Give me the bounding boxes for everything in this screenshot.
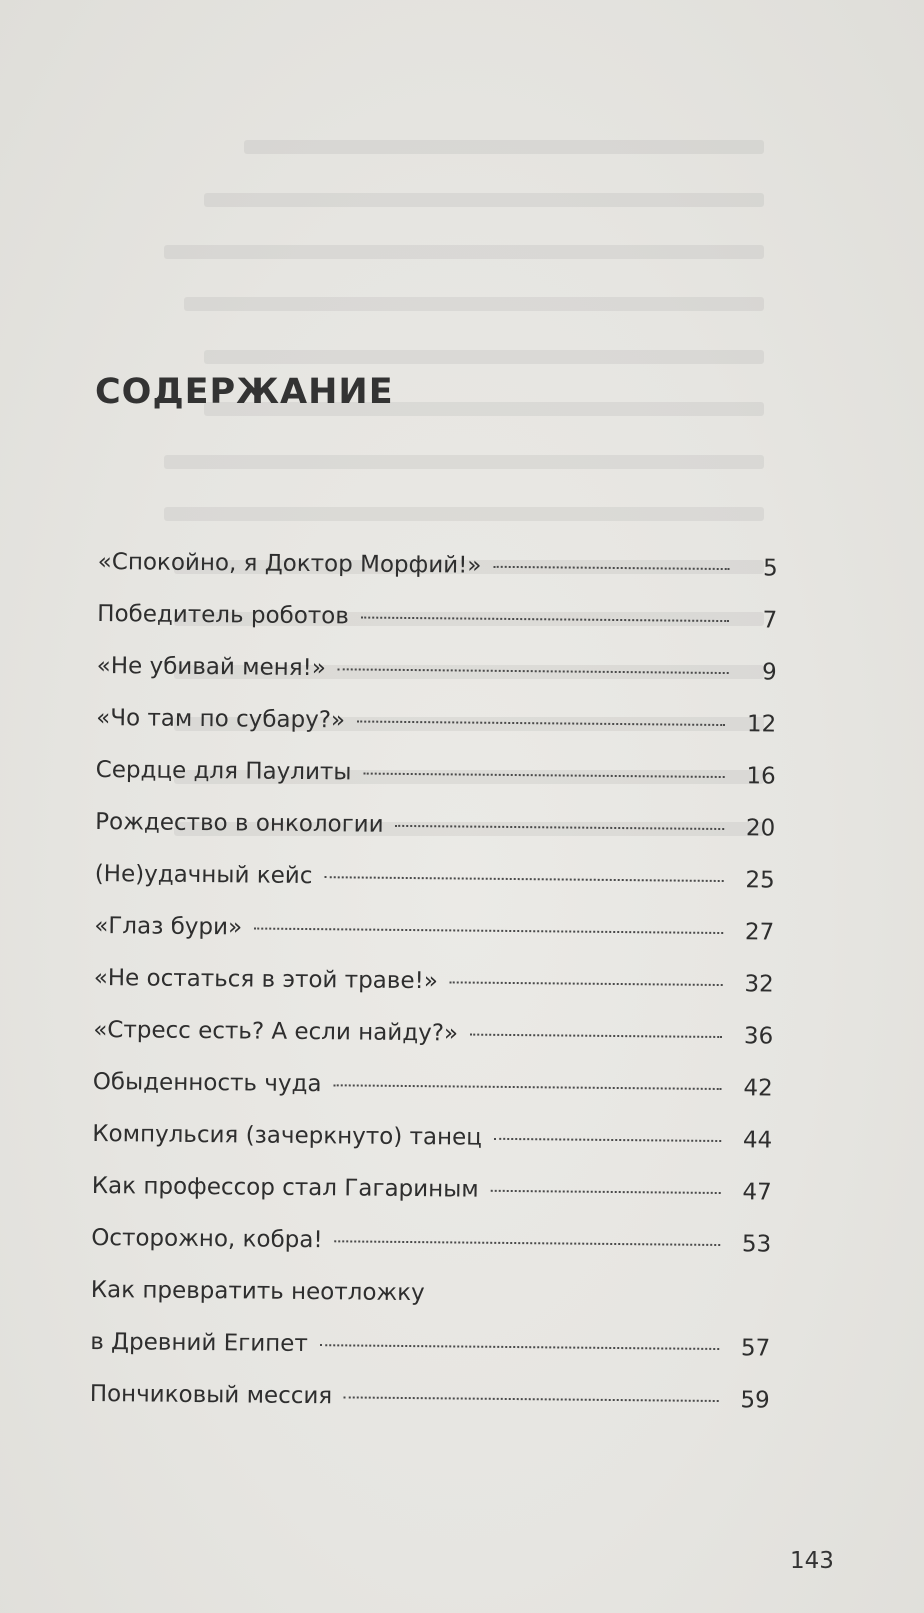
- toc-entry-page: 42: [743, 1075, 773, 1102]
- page-title: СОДЕРЖАНИЕ: [95, 372, 394, 412]
- toc-entry-title: Сердце для Паулиты: [95, 756, 352, 786]
- toc-entry-page: 25: [745, 867, 775, 894]
- table-of-contents: [90, 536, 778, 1426]
- toc-entry[interactable]: [96, 744, 776, 803]
- toc-dot-leader: [494, 1138, 721, 1142]
- toc-dot-leader: [493, 566, 729, 570]
- toc-entry[interactable]: [95, 848, 775, 907]
- toc-entry-title: «Не убивай меня!»: [96, 652, 327, 682]
- toc-entry-page: 53: [741, 1231, 772, 1258]
- toc-entry-title: Рождество в онкологии: [95, 808, 384, 838]
- toc-entry-title: Обыденность чуда: [92, 1068, 322, 1098]
- toc-entry-page: 32: [744, 971, 774, 998]
- toc-entry[interactable]: [90, 1368, 770, 1427]
- toc-entry-title: «Чо там по субару?»: [96, 704, 346, 734]
- toc-entry[interactable]: [92, 1160, 772, 1219]
- toc-dot-leader: [254, 928, 723, 935]
- toc-entry[interactable]: [90, 1316, 770, 1375]
- toc-entry-page: 57: [740, 1335, 771, 1362]
- toc-dot-leader: [333, 1084, 721, 1090]
- toc-dot-leader: [361, 617, 729, 623]
- toc-entry-page: 7: [762, 607, 778, 634]
- toc-entry-title: Как профессор стал Гагариным: [91, 1172, 479, 1203]
- toc-entry[interactable]: [94, 952, 774, 1011]
- toc-dot-leader: [450, 981, 723, 986]
- toc-dot-leader: [338, 668, 729, 674]
- toc-entry-page: 59: [740, 1387, 770, 1414]
- toc-dot-leader: [344, 1396, 718, 1402]
- toc-dot-leader: [320, 1344, 719, 1350]
- toc-dot-leader: [396, 825, 724, 830]
- toc-entry[interactable]: [97, 588, 777, 647]
- toc-dot-leader: [335, 1240, 720, 1246]
- toc-dot-leader: [357, 720, 725, 726]
- toc-entry-title: Как превратить неотложку: [90, 1276, 425, 1307]
- toc-entry-title: Пончиковый мессия: [89, 1380, 333, 1410]
- toc-entry-page: 9: [761, 659, 777, 686]
- page-number: 143: [790, 1548, 834, 1574]
- toc-entry[interactable]: [92, 1108, 772, 1167]
- toc-dot-leader: [491, 1190, 721, 1194]
- toc-entry-page: 16: [746, 763, 776, 790]
- toc-entry-title: Компульсия (зачеркнуто) танец: [92, 1120, 483, 1151]
- toc-entry[interactable]: [95, 796, 775, 855]
- toc-entry[interactable]: [96, 692, 776, 751]
- toc-dot-leader: [324, 876, 723, 882]
- toc-dot-leader: [364, 773, 725, 778]
- toc-entry[interactable]: [97, 640, 777, 699]
- toc-entry-page: 44: [742, 1127, 773, 1154]
- toc-entry-page: 36: [743, 1023, 774, 1050]
- toc-entry[interactable]: [91, 1212, 771, 1271]
- toc-entry-title: «Глаз бури»: [94, 912, 243, 941]
- toc-entry-title: (Не)удачный кейс: [94, 860, 313, 890]
- toc-entry-title: Осторожно, кобра!: [91, 1224, 323, 1254]
- toc-entry-title: в Древний Египет: [90, 1328, 308, 1358]
- toc-entry[interactable]: [94, 900, 774, 959]
- toc-entry-title: «Спокойно, я Доктор Морфий!»: [97, 548, 482, 579]
- toc-entry-title: «Стресс есть? А если найду?»: [93, 1016, 459, 1047]
- toc-entry-page: 47: [742, 1179, 772, 1206]
- toc-entry-title: Победитель роботов: [97, 600, 349, 630]
- toc-entry-page: 5: [762, 555, 778, 582]
- toc-entry-page: 12: [746, 711, 777, 738]
- toc-entry-title: «Не остаться в этой траве!»: [93, 964, 438, 995]
- toc-dot-leader: [470, 1034, 722, 1038]
- toc-entry-page: 20: [745, 815, 776, 842]
- toc-entry[interactable]: [93, 1056, 773, 1115]
- toc-entry-wrapped-line[interactable]: [91, 1264, 771, 1323]
- toc-entry[interactable]: [98, 536, 778, 595]
- toc-entry-page: 27: [744, 919, 775, 946]
- toc-entry[interactable]: [93, 1004, 773, 1063]
